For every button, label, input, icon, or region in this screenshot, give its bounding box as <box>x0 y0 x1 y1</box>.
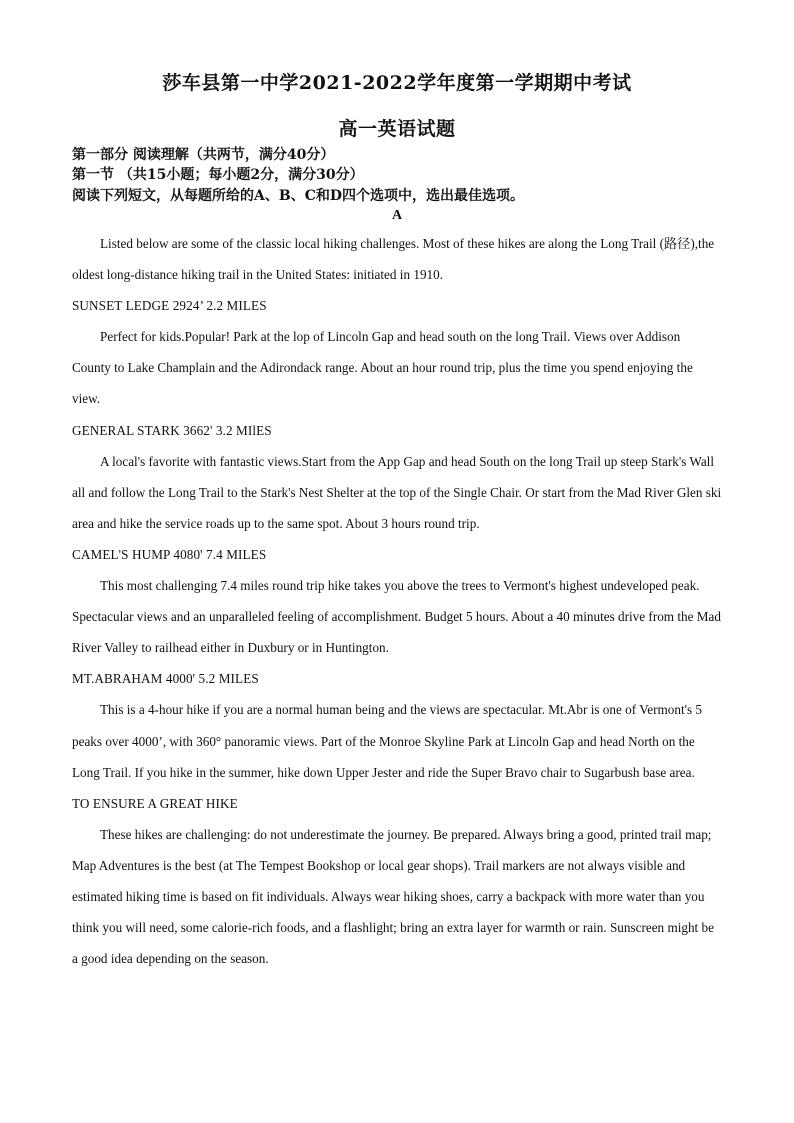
hike-heading: GENERAL STARK 3662' 3.2 MIlES <box>72 422 272 438</box>
hike-heading: CAMEL'S HUMP 4080' 7.4 MILES <box>72 546 267 562</box>
instruction-text: 阅读下列短文，从每题所给的A、B、C和D四个选项中，选出最佳选项。 <box>72 188 524 204</box>
hike-heading: SUNSET LEDGE 2924’ 2.2 MILES <box>72 298 267 314</box>
tips-heading: TO ENSURE A GREAT HIKE <box>72 795 238 811</box>
exam-subtitle: 高一英语试题 <box>338 118 456 140</box>
hike-heading: MT.ABRAHAM 4000' 5.2 MILES <box>72 671 259 687</box>
part-header: 第一部分 阅读理解（共两节，满分40分） <box>72 147 335 163</box>
passage-body <box>72 228 722 974</box>
hike-description: Perfect for kids.Popular! Park at the lop of Lincoln Gap and head south on the long Trail. Views over Addison County to Lake Champlain and the Adirondack range. About an hour round trip, plus the time you spend enjoying the view. <box>72 329 693 407</box>
exam-title: 莎车县第一中学2021-2022学年度第一学期期中考试 <box>162 72 632 94</box>
hike-description: This is a 4-hour hike if you are a normal human being and the views are spectacular. Mt.Abr is one of Vermont's 5 peaks over 4000’, with 360° panoramic views. Part of the Monroe Skyline Park at Lincoln Gap and head North on the Long Trail. If you hike in the summer, hike down Upper Jester and ride the Super Bravo chair to Sugarbush base area. <box>72 702 703 780</box>
tips-text: These hikes are challenging: do not underestimate the journey. Be prepared. Always bring a good, printed trail map; Map Adventures is the best (at The Tempest Bookshop or local gear shops). Trail markers are not always visible and estimated hiking time is based on fit individuals. Always wear hiking shoes, carry a backpack with more water than you think you will need, some calorie-rich foods, and a flashlight; bring an extra layer for warmth or rain. Sunscreen might be a good idea depending on the season. <box>72 826 714 967</box>
passage-letter: A <box>391 208 403 223</box>
passage-intro: Listed below are some of the classic local hiking challenges. Most of these hikes are along the Long Trail (路径),the oldest long-distance hiking trail in the United States: initiated in 1910. <box>72 236 715 283</box>
section-header: 第一节 （共15小题；每小题2分，满分30分） <box>72 167 364 183</box>
hike-description: This most challenging 7.4 miles round trip hike takes you above the trees to Vermont's highest undeveloped peak. Spectacular views and an unparalleled feeling of accomplishment. Budget 5 hours. About a 40 minutes drive from the Mad River Valley to railhead either in Duxbury or in Huntington. <box>72 578 721 656</box>
hike-description: A local's favorite with fantastic views.Start from the App Gap and head South on the long Trail up steep Stark's Wall all and follow the Long Trail to the Stark's Nest Shelter at the top of the Single Chair. Or start from the Mad River Glen ski area and hike the service roads up to the same spot. About 3 hours round trip. <box>72 453 722 531</box>
